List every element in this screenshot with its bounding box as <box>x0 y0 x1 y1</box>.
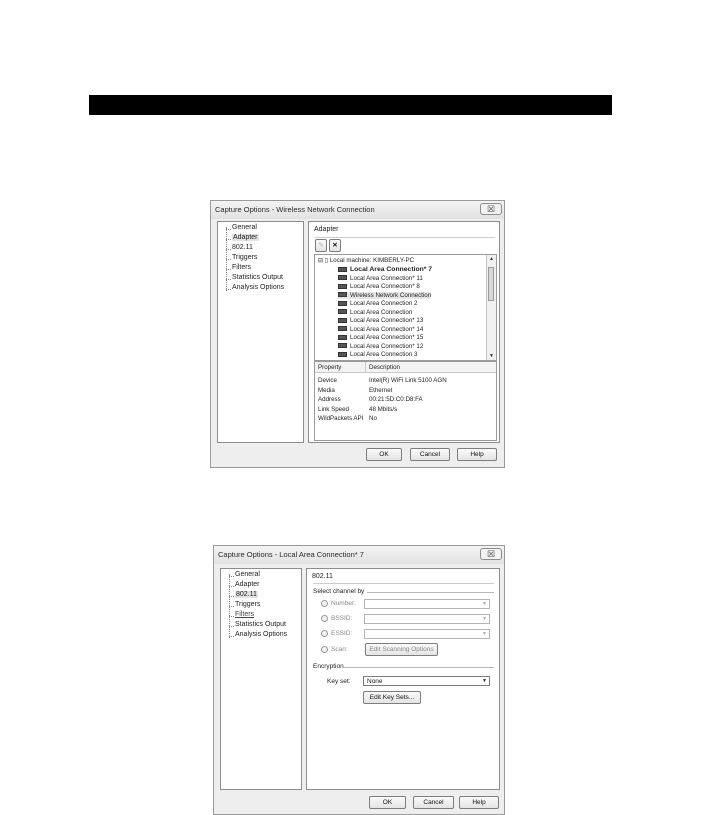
nav-item-802-11[interactable]: 802.11 <box>232 244 253 251</box>
adapter-list <box>314 254 497 361</box>
adapter-list-item[interactable] <box>338 309 412 316</box>
scroll-up-icon[interactable]: ▲ <box>489 256 494 262</box>
collapse-icon[interactable]: ⊟ <box>318 258 324 264</box>
adapter-list-item[interactable] <box>338 326 423 333</box>
nav-item-adapter[interactable]: Adapter <box>235 581 260 588</box>
number-radio[interactable] <box>321 600 328 607</box>
network-adapter-icon <box>338 284 347 289</box>
adapter-label: Local Area Connection* 14 <box>350 325 424 333</box>
network-adapter-icon <box>338 326 347 331</box>
chevron-down-icon: ▼ <box>482 678 487 684</box>
nav-item-analysis-options[interactable]: Analysis Options <box>235 631 288 638</box>
nav-item-general[interactable]: General <box>235 571 260 578</box>
adapter-label: Local Area Connection* 7 <box>350 266 433 273</box>
help-button[interactable]: Help <box>459 796 499 809</box>
network-adapter-icon <box>338 318 347 323</box>
adapter-list-item[interactable] <box>338 283 420 290</box>
property-value: No <box>369 415 377 422</box>
property-name: Device <box>318 377 337 384</box>
key-set-label: Key set: <box>327 678 351 685</box>
nav-item-analysis-options[interactable]: Analysis Options <box>232 284 285 291</box>
nav-item-triggers[interactable]: Triggers <box>235 601 261 608</box>
network-adapter-icon <box>338 309 347 314</box>
tree-root-local-machine[interactable] <box>318 257 414 264</box>
edit-key-sets-button[interactable]: Edit Key Sets... <box>363 691 421 704</box>
options-nav-tree <box>217 221 304 443</box>
adapter-list-item[interactable] <box>338 334 423 341</box>
encryption-label: Encryption <box>313 663 344 670</box>
column-header-description[interactable]: Description <box>369 364 400 371</box>
key-set-dropdown[interactable] <box>363 676 490 686</box>
delete-icon[interactable]: ✕ <box>329 239 341 252</box>
scan-radio[interactable] <box>321 646 328 653</box>
property-value: 48 Mbits/s <box>369 405 398 413</box>
column-header-property[interactable]: Property <box>318 364 342 371</box>
adapter-label: Wireless Network Connection <box>350 291 432 299</box>
adapter-list-item[interactable] <box>338 275 423 282</box>
cancel-button[interactable]: Cancel <box>410 448 450 461</box>
nav-item-triggers[interactable]: Triggers <box>232 254 258 261</box>
nav-item-statistics-output[interactable]: Statistics Output <box>235 621 286 628</box>
property-name: WildPackets API <box>318 415 364 422</box>
scan-label: Scan: <box>331 646 348 653</box>
adapter-label: Local Area Connection 3 <box>350 351 418 358</box>
dialog-title: Capture Options - Local Area Connection* 7 <box>218 550 364 559</box>
computer-icon: ▯ <box>324 258 329 264</box>
property-value: Intel(R) WiFi Link 5100 AGN <box>369 377 447 384</box>
adapter-list-item[interactable] <box>338 351 417 358</box>
close-button[interactable]: ☒ <box>480 203 502 215</box>
adapter-list-item[interactable] <box>338 292 431 299</box>
options-nav-tree <box>220 568 302 790</box>
network-adapter-icon <box>338 267 347 272</box>
adapter-label: Local Area Connection* 15 <box>350 334 424 341</box>
adapter-panel <box>308 221 500 443</box>
section-title: 802.11 <box>312 573 333 580</box>
cancel-button[interactable]: Cancel <box>413 796 454 809</box>
select-channel-label: Select channel by <box>313 588 365 595</box>
tree-root-label: Local machine: KIMBERLY-PC <box>329 257 415 264</box>
ok-button[interactable]: OK <box>369 796 406 809</box>
adapter-label: Local Area Connection <box>350 308 413 316</box>
bssid-label: BSSID: <box>331 615 353 622</box>
adapter-list-scrollbar[interactable] <box>486 255 496 360</box>
key-set-value: None <box>367 678 383 685</box>
number-dropdown[interactable] <box>364 599 490 609</box>
chevron-down-icon: ▼ <box>482 616 487 622</box>
adapter-label: Local Area Connection* 13 <box>350 317 424 324</box>
nav-item-filters[interactable]: Filters <box>235 611 255 618</box>
nav-item-802-11[interactable]: 802.11 <box>236 591 257 598</box>
adapter-label: Local Area Connection* 11 <box>350 274 423 282</box>
bssid-radio[interactable] <box>321 615 328 622</box>
network-adapter-icon <box>338 275 347 280</box>
adapter-label: Local Area Connection* 8 <box>350 283 420 290</box>
chevron-down-icon: ▼ <box>482 601 487 607</box>
adapter-label: Local Area Connection* 12 <box>350 342 424 350</box>
dialog-title: Capture Options - Wireless Network Connection <box>215 205 375 214</box>
property-name: Media <box>318 386 335 394</box>
essid-radio[interactable] <box>321 630 328 637</box>
adapter-label: Local Area Connection 2 <box>350 300 418 307</box>
adapter-list-item[interactable] <box>338 317 423 324</box>
capture-options-dialog-802-11 <box>213 545 505 815</box>
adapter-properties-table <box>314 361 497 441</box>
802-11-panel <box>306 568 500 790</box>
essid-label: ESSID: <box>331 630 353 637</box>
nav-item-general[interactable]: General <box>232 224 257 231</box>
scroll-thumb[interactable] <box>488 267 494 301</box>
property-value: 00:21:5D:C0:D8:FA <box>369 396 423 403</box>
essid-dropdown[interactable] <box>364 629 490 639</box>
title-bar <box>214 546 504 564</box>
header-bar <box>89 95 612 115</box>
help-button[interactable]: Help <box>457 448 497 461</box>
property-value: Ethernet <box>369 386 393 394</box>
network-adapter-icon <box>338 352 347 357</box>
bssid-dropdown[interactable] <box>364 614 490 624</box>
chevron-down-icon: ▼ <box>482 631 487 637</box>
number-label: Number: <box>331 600 356 607</box>
section-title: Adapter <box>314 226 339 233</box>
network-adapter-icon <box>338 292 347 297</box>
adapter-list-item[interactable] <box>338 266 432 273</box>
property-name: Link Speed <box>318 405 349 413</box>
adapter-list-item[interactable] <box>338 343 423 350</box>
property-name: Address <box>318 396 341 403</box>
nav-item-statistics-output[interactable]: Statistics Output <box>232 274 283 281</box>
network-adapter-icon <box>338 335 347 340</box>
adapter-list-item[interactable] <box>338 300 417 307</box>
close-button[interactable]: ☒ <box>480 548 502 560</box>
edit-icon[interactable]: ✎ <box>315 239 327 252</box>
title-bar <box>211 201 504 219</box>
network-adapter-icon <box>338 343 347 348</box>
network-adapter-icon <box>338 301 347 306</box>
ok-button[interactable]: OK <box>366 448 402 461</box>
edit-scanning-options-button[interactable]: Edit Scanning Options <box>365 643 438 656</box>
nav-item-filters[interactable]: Filters <box>232 264 252 271</box>
capture-options-dialog-adapter <box>210 200 505 468</box>
nav-item-adapter[interactable]: Adapter <box>233 234 258 241</box>
scroll-down-icon[interactable]: ▼ <box>489 353 494 359</box>
